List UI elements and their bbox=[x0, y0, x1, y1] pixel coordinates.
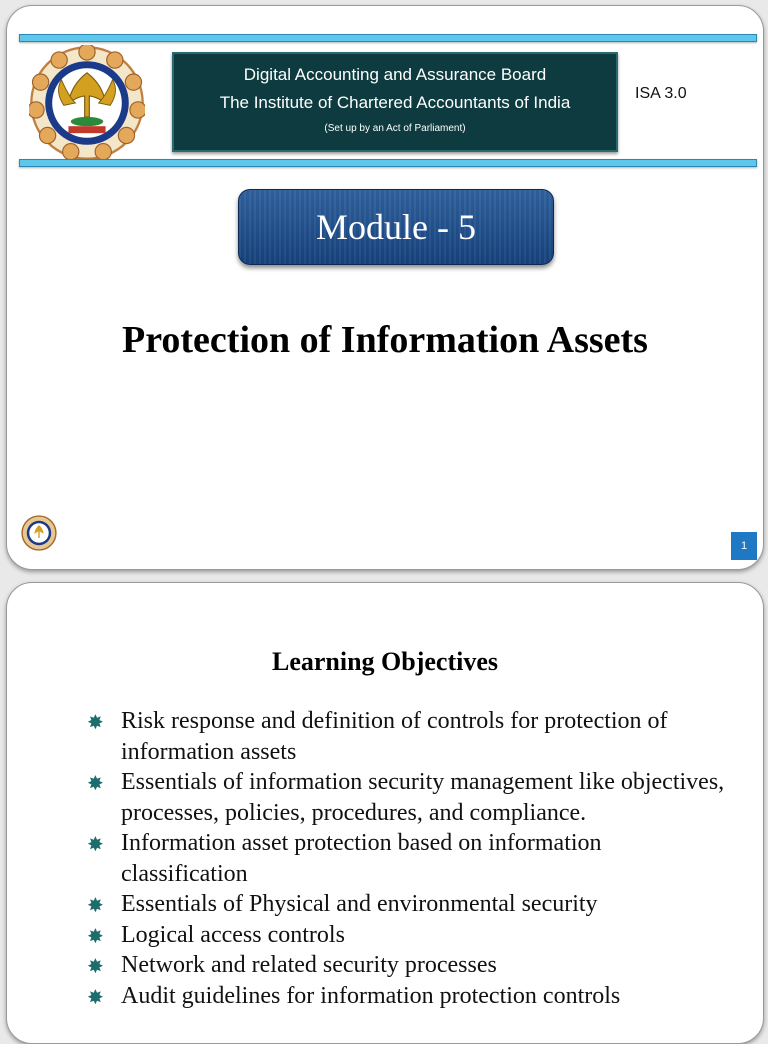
star-bullet-icon: ✸ bbox=[87, 923, 104, 948]
star-bullet-icon: ✸ bbox=[87, 771, 104, 795]
list-item: ✸ Network and related security processes bbox=[87, 950, 727, 981]
list-item: ✸ Essentials of information security management like objectives, processes, policies, procedures, and compliance. bbox=[87, 769, 725, 826]
icai-small-emblem-icon bbox=[21, 515, 57, 551]
icai-emblem-icon bbox=[29, 45, 145, 161]
star-bullet-icon: ✸ bbox=[87, 954, 104, 978]
top-divider bbox=[19, 34, 757, 42]
star-bullet-icon: ✸ bbox=[87, 984, 104, 1009]
list-item: ✸ Information asset protection based on information classification bbox=[87, 830, 602, 887]
list-item: ✸ Essentials of Physical and environmental security bbox=[87, 889, 727, 920]
star-bullet-icon: ✸ bbox=[87, 710, 104, 734]
bottom-divider bbox=[19, 159, 757, 167]
slide-title: Protection of Information Assets bbox=[122, 319, 648, 361]
objectives-list bbox=[87, 706, 727, 1011]
list-item: ✸ Audit guidelines for information protection controls bbox=[87, 981, 727, 1012]
learning-objectives-heading: Learning Objectives bbox=[271, 647, 499, 676]
star-bullet-icon: ✸ bbox=[87, 893, 104, 917]
list-item: ✸ Logical access controls bbox=[87, 920, 727, 951]
institute-name: The Institute of Chartered Accountants of India bbox=[219, 93, 571, 112]
board-name: Digital Accounting and Assurance Board bbox=[243, 65, 547, 84]
institute-subtitle: (Set up by an Act of Parliament) bbox=[324, 123, 466, 134]
page-number-badge: 1 bbox=[731, 532, 757, 560]
star-bullet-icon: ✸ bbox=[87, 832, 104, 856]
header-banner bbox=[172, 52, 618, 152]
module-label-button: Module - 5 bbox=[238, 189, 554, 265]
course-code: ISA 3.0 bbox=[635, 85, 687, 102]
list-item: ✸ Risk response and definition of controls for protection of information assets bbox=[87, 708, 668, 765]
slide-2 bbox=[6, 582, 764, 1044]
slide-1 bbox=[6, 5, 764, 570]
